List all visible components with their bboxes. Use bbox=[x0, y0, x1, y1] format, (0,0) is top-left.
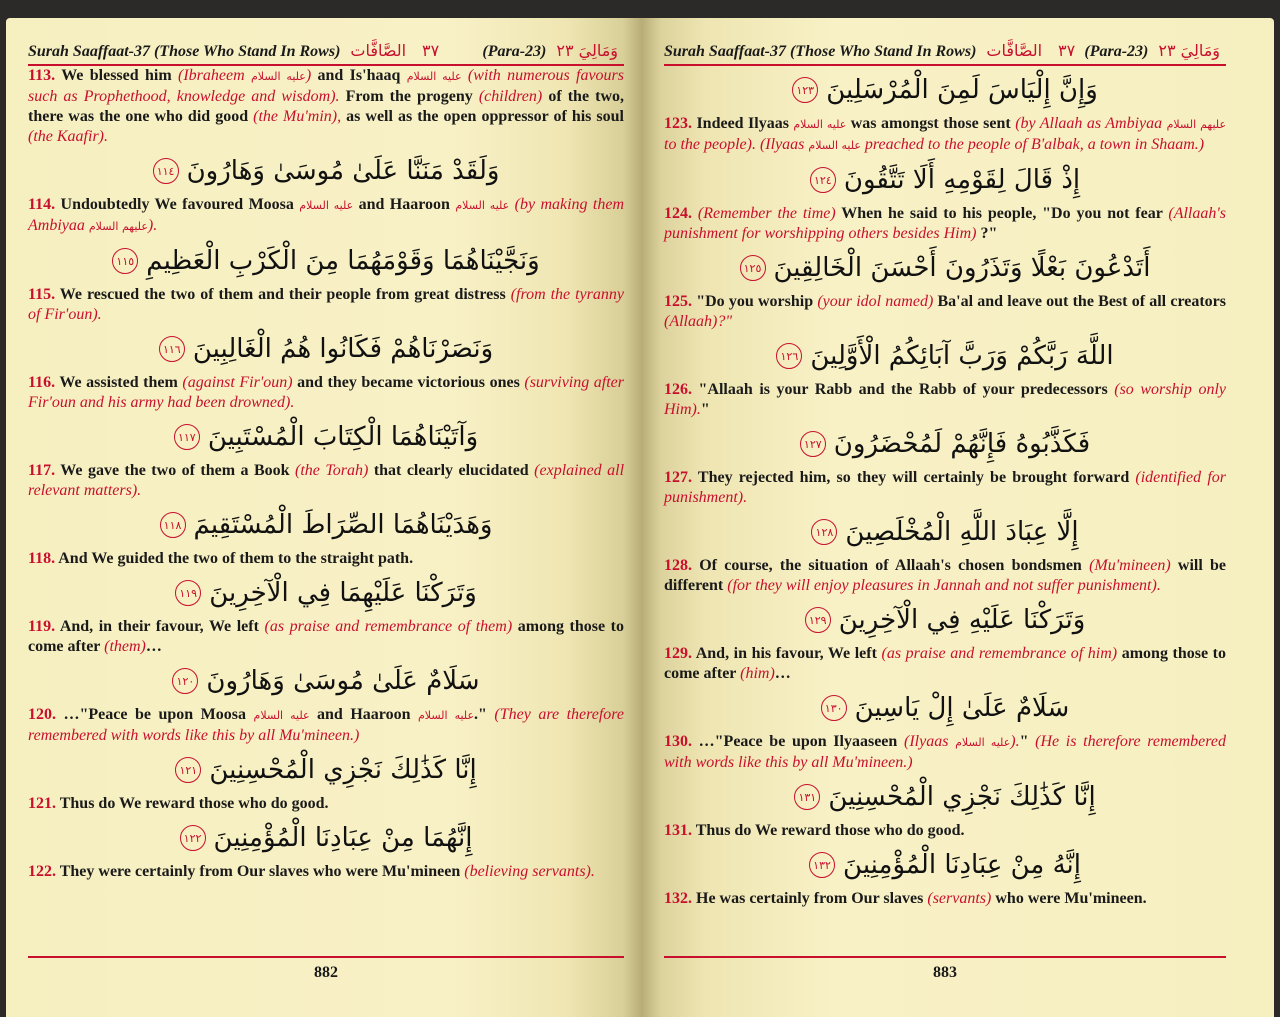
translation-text: Thus do We reward those who do good. bbox=[59, 795, 329, 812]
honorific-glyph: عليه السلام bbox=[793, 118, 847, 131]
commentary-text: (against Fir'oun) bbox=[182, 374, 293, 391]
right-page-number: 883 bbox=[933, 964, 957, 981]
commentary-text: ). bbox=[1010, 733, 1020, 750]
arabic-verse-text: وَلَقَدْ مَنَنَّا عَلَىٰ مُوسَىٰ وَهَارُونَ bbox=[186, 156, 500, 186]
commentary-text: (believing servants). bbox=[464, 863, 595, 880]
translation-text: among those to come after bbox=[664, 645, 1227, 682]
arabic-verse-text: وَتَرَكْنَا عَلَيْهِمَا فِي الْآخِرِينَ bbox=[209, 578, 477, 608]
verse-number: 131. bbox=[664, 822, 692, 839]
verse-number: 132. bbox=[664, 890, 692, 907]
left-header-para: (Para-23) وَمَالِيَ ٢٣ bbox=[482, 41, 618, 60]
arabic-verse-text: وَتَرَكْنَا عَلَيْهِ فِي الْآخِرِينَ bbox=[838, 605, 1086, 635]
commentary-text: (your idol named) bbox=[817, 293, 934, 310]
verse-number: 126. bbox=[664, 381, 692, 398]
verse-number: 120. bbox=[28, 706, 56, 723]
arabic-verse-row bbox=[664, 332, 1226, 380]
commentary-text: ) bbox=[305, 67, 312, 84]
arabic-verse-row bbox=[664, 244, 1226, 292]
arabic-verse-row bbox=[664, 684, 1226, 732]
commentary-text: (from the tyranny of Fir'oun). bbox=[28, 286, 624, 323]
commentary-text: preached to the people of B'albak, a town in Shaam.) bbox=[860, 136, 1205, 153]
verse-translation bbox=[28, 617, 624, 657]
arabic-verse-row bbox=[28, 569, 624, 617]
verse-translation bbox=[664, 380, 1226, 420]
honorific-glyph: عليه السلام bbox=[251, 70, 306, 83]
right-header-surah-name: الصَّافَّات bbox=[986, 41, 1043, 60]
verse-number-medallion: ١١٩ bbox=[175, 580, 201, 606]
verse-translation bbox=[664, 556, 1226, 596]
translation-text: of the two, there was the one who did good bbox=[28, 88, 625, 125]
verse-number-medallion: ١٢٦ bbox=[776, 343, 802, 369]
arabic-verse-row bbox=[28, 501, 624, 549]
translation-text: And We guided the two of them to the straight path. bbox=[58, 550, 414, 567]
verse-number: 124. bbox=[664, 205, 692, 222]
verse-number: 122. bbox=[28, 863, 56, 880]
verse-translation bbox=[28, 195, 624, 237]
translation-text: We blessed him bbox=[61, 67, 179, 84]
translation-text: Indeed Ilyaas bbox=[696, 115, 794, 132]
arabic-verse-row bbox=[664, 508, 1226, 556]
right-header-para-arabic: وَمَالِيَ ٢٣ bbox=[1158, 41, 1220, 60]
commentary-text: (by Allaah as Ambiyaa bbox=[1015, 115, 1167, 132]
verse-translation bbox=[664, 644, 1226, 684]
commentary-text: (He is therefore remembered with words like this by all Mu'mineen.) bbox=[664, 733, 1227, 771]
verse-translation bbox=[28, 66, 624, 147]
arabic-verse-text: إِنَّهُ مِنْ عِبَادِنَا الْمُؤْمِنِينَ bbox=[843, 850, 1081, 880]
translation-text: that clearly elucidated bbox=[368, 462, 535, 479]
verse-number: 116. bbox=[28, 374, 56, 391]
translation-text: Undoubtedly We favoured Moosa bbox=[60, 196, 300, 213]
commentary-text: (them) bbox=[104, 638, 146, 655]
translation-text: … bbox=[774, 665, 791, 682]
arabic-verse-row bbox=[28, 657, 624, 705]
verse-number-medallion: ١٢١ bbox=[175, 757, 201, 783]
commentary-text: (the Torah) bbox=[295, 462, 369, 479]
translation-text: will be different bbox=[664, 557, 1227, 594]
verse-number: 129. bbox=[664, 645, 692, 662]
verse-number-medallion: ١٢٠ bbox=[172, 668, 198, 694]
verse-number-medallion: ١٣٠ bbox=[821, 695, 847, 721]
verse-translation bbox=[664, 204, 1226, 244]
translation-text: among those to come after bbox=[28, 618, 624, 655]
arabic-verse-row bbox=[28, 746, 624, 794]
verse-number: 117. bbox=[28, 462, 56, 479]
translation-text: Of course, the situation of Allaah's chosen bondsmen bbox=[699, 557, 1090, 574]
right-page bbox=[642, 18, 1274, 1017]
verse-number: 130. bbox=[664, 733, 692, 750]
arabic-verse-text: إِذْ قَالَ لِقَوْمِهِ أَلَا تَتَّقُونَ bbox=[843, 165, 1081, 195]
arabic-verse-text: إِلَّا عِبَادَ اللَّهِ الْمُخْلَصِينَ bbox=[845, 517, 1079, 547]
verse-number-medallion: ١١٤ bbox=[153, 158, 179, 184]
verse-number-medallion: ١١٧ bbox=[174, 424, 200, 450]
left-page-header bbox=[28, 38, 624, 66]
right-header-surah-number: ٣٧ bbox=[1058, 41, 1076, 60]
translation-text: and Is'haaq bbox=[311, 67, 407, 84]
left-header-para-arabic: وَمَالِيَ ٢٣ bbox=[556, 41, 618, 60]
commentary-text: ). bbox=[147, 217, 158, 234]
translation-text: Thus do We reward those who do good. bbox=[695, 822, 965, 839]
commentary-text: (Ibraheem bbox=[178, 67, 251, 84]
arabic-verse-row bbox=[664, 773, 1226, 821]
verse-number-medallion: ١٢٥ bbox=[740, 255, 766, 281]
translation-text: They rejected him, so they will certainly be brought forward bbox=[697, 469, 1136, 486]
arabic-verse-text: وَآتَيْنَاهُمَا الْكِتَابَ الْمُسْتَبِينَ bbox=[207, 422, 479, 452]
right-page-body bbox=[664, 66, 1226, 909]
commentary-text: (Allaah)?" bbox=[664, 313, 733, 330]
commentary-text: (Ilyaas bbox=[903, 733, 956, 750]
translation-text: and Haaroon bbox=[353, 196, 456, 213]
arabic-verse-row bbox=[28, 237, 624, 285]
translation-text: ." bbox=[474, 706, 495, 723]
translation-text: They were certainly from Our slaves who were Mu'mineen bbox=[59, 863, 465, 880]
honorific-glyph: عليه السلام bbox=[253, 709, 310, 722]
honorific-glyph: عليه السلام bbox=[955, 736, 1011, 749]
verse-number-medallion: ١٢٤ bbox=[810, 167, 836, 193]
translation-text: and they became victorious ones bbox=[292, 374, 525, 391]
arabic-verse-row bbox=[664, 66, 1226, 114]
verse-number: 125. bbox=[664, 293, 692, 310]
verse-number-medallion: ١٢٢ bbox=[180, 825, 206, 851]
translation-text: was amongst those sent bbox=[846, 115, 1016, 132]
translation-text: " bbox=[700, 401, 710, 418]
commentary-text: (surviving after Fir'oun and his army had been drowned). bbox=[28, 374, 625, 411]
translation-text: …"Peace be upon Moosa bbox=[63, 706, 254, 723]
commentary-text: (servants) bbox=[927, 890, 992, 907]
verse-translation bbox=[28, 461, 624, 501]
translation-text: and Haaroon bbox=[309, 706, 418, 723]
verse-translation bbox=[664, 114, 1226, 156]
honorific-glyph: عليهم السلام bbox=[88, 220, 148, 233]
verse-translation bbox=[664, 821, 1226, 841]
arabic-verse-row bbox=[28, 325, 624, 373]
translation-text: … bbox=[145, 638, 162, 655]
verse-number: 123. bbox=[664, 115, 692, 132]
left-page-footer bbox=[28, 956, 624, 981]
verse-number: 118. bbox=[28, 550, 56, 567]
honorific-glyph: عليه السلام bbox=[406, 70, 462, 83]
verse-translation bbox=[664, 889, 1226, 909]
verse-translation bbox=[28, 285, 624, 325]
verse-number-medallion: ١٣١ bbox=[794, 784, 820, 810]
translation-text: He was certainly from Our slaves bbox=[696, 890, 928, 907]
arabic-verse-row bbox=[664, 156, 1226, 204]
commentary-text: (for they will enjoy pleasures in Jannah and not suffer punishment). bbox=[727, 577, 1161, 594]
verse-number-medallion: ١٢٨ bbox=[811, 519, 837, 545]
commentary-text: (the Mu'min), bbox=[253, 108, 342, 125]
right-header-surah: Surah Saaffaat-37 (Those Who Stand In Rows) ٣٧ الصَّافَّات bbox=[664, 41, 1076, 60]
verse-number-medallion: ١١٦ bbox=[159, 336, 185, 362]
arabic-verse-text: إِنَّا كَذَٰلِكَ نَجْزِي الْمُحْسِنِينَ bbox=[209, 755, 477, 785]
translation-text: " bbox=[1019, 733, 1036, 750]
arabic-verse-row bbox=[664, 596, 1226, 644]
arabic-verse-text: وَهَدَيْنَاهُمَا الصِّرَاطَ الْمُسْتَقِيمَ bbox=[193, 510, 493, 540]
translation-text: We assisted them bbox=[59, 374, 183, 391]
verse-number-medallion: ١٢٧ bbox=[800, 431, 826, 457]
commentary-text: (the Kaafir). bbox=[28, 128, 108, 145]
commentary-text: (by making them Ambiyaa bbox=[28, 196, 625, 234]
right-header-para: (Para-23) وَمَالِيَ ٢٣ bbox=[1084, 41, 1220, 60]
verse-number: 127. bbox=[664, 469, 692, 486]
left-page-number: 882 bbox=[314, 964, 338, 981]
arabic-verse-text: فَكَذَّبُوهُ فَإِنَّهُمْ لَمُحْضَرُونَ bbox=[833, 429, 1091, 459]
verse-number-medallion: ١٣٢ bbox=[809, 852, 835, 878]
arabic-verse-row bbox=[28, 814, 624, 862]
verse-number-medallion: ١١٨ bbox=[160, 512, 186, 538]
honorific-glyph: عليهم السلام bbox=[1166, 118, 1227, 131]
translation-text: We rescued the two of them and their people from great distress bbox=[59, 286, 511, 303]
commentary-text: (Remember the time) bbox=[697, 205, 836, 222]
verse-number: 119. bbox=[28, 618, 56, 635]
commentary-text: to the people). (Ilyaas bbox=[664, 136, 809, 153]
honorific-glyph: عليه السلام bbox=[808, 139, 861, 152]
verse-translation bbox=[28, 373, 624, 413]
arabic-verse-text: اللَّهَ رَبَّكُمْ وَرَبَّ آبَائِكُمُ الْأَوَّلِينَ bbox=[810, 341, 1114, 371]
translation-text: …"Peace be upon Ilyaaseen bbox=[698, 733, 904, 750]
translation-text: ?" bbox=[976, 225, 998, 242]
verse-number-medallion: ١١٥ bbox=[112, 248, 138, 274]
left-header-surah-name: الصَّافَّات bbox=[350, 41, 407, 60]
translation-text: who were Mu'mineen. bbox=[991, 890, 1147, 907]
verse-translation bbox=[28, 794, 624, 814]
verse-translation bbox=[28, 549, 624, 569]
commentary-text: (as praise and remembrance of him) bbox=[881, 645, 1118, 662]
arabic-verse-row bbox=[664, 841, 1226, 889]
verse-translation bbox=[664, 292, 1226, 332]
verse-number-medallion: ١٢٣ bbox=[792, 77, 818, 103]
verse-translation bbox=[664, 468, 1226, 508]
translation-text: "Do you worship bbox=[696, 293, 818, 310]
left-header-surah: Surah Saaffaat-37 (Those Who Stand In Rows) ٣٧ الصَّافَّات bbox=[28, 41, 440, 60]
translation-text: When he said to his people, "Do you not fear bbox=[835, 205, 1169, 222]
arabic-verse-row bbox=[664, 420, 1226, 468]
arabic-verse-row bbox=[28, 147, 624, 195]
commentary-text: (with numerous favours such as Prophethood, knowledge and wisdom). bbox=[28, 67, 625, 105]
translation-text: We gave the two of them a Book bbox=[60, 462, 296, 479]
right-page-footer bbox=[664, 956, 1226, 981]
arabic-verse-text: إِنَّهُمَا مِنْ عِبَادِنَا الْمُؤْمِنِينَ bbox=[213, 823, 473, 853]
honorific-glyph: عليه السلام bbox=[418, 709, 475, 722]
arabic-verse-text: أَتَدْعُونَ بَعْلًا وَتَذَرُونَ أَحْسَنَ الْخَالِقِينَ bbox=[773, 253, 1151, 283]
commentary-text: (They are therefore remembered with words like this by all Mu'mineen.) bbox=[28, 706, 625, 744]
arabic-verse-text: إِنَّا كَذَٰلِكَ نَجْزِي الْمُحْسِنِينَ bbox=[828, 782, 1096, 812]
arabic-verse-text: سَلَامٌ عَلَىٰ إِلْ يَاسِينَ bbox=[854, 693, 1070, 723]
translation-text: Ba'al and leave out the Best of all creators bbox=[933, 293, 1227, 310]
commentary-text: (identified for punishment). bbox=[664, 469, 1226, 506]
verse-number: 121. bbox=[28, 795, 56, 812]
right-page-header bbox=[664, 38, 1226, 66]
verse-number: 115. bbox=[28, 286, 56, 303]
verse-translation bbox=[664, 732, 1226, 773]
translation-text: And, in their favour, We left bbox=[59, 618, 265, 635]
commentary-text: (as praise and remembrance of them) bbox=[264, 618, 513, 635]
commentary-text: (explained all relevant matters). bbox=[28, 462, 625, 499]
verse-number: 114. bbox=[28, 196, 56, 213]
arabic-verse-row bbox=[28, 413, 624, 461]
commentary-text: (Allaah's punishment for worshipping others besides Him) bbox=[664, 205, 1227, 242]
translation-text: as well as the open oppressor of his soul bbox=[341, 108, 625, 125]
left-page bbox=[6, 18, 642, 1017]
commentary-text: (him) bbox=[740, 665, 775, 682]
commentary-text: (so worship only Him). bbox=[664, 381, 1227, 418]
arabic-verse-text: وَنَجَّيْنَاهُمَا وَقَوْمَهُمَا مِنَ الْكَرْبِ الْعَظِيمِ bbox=[146, 246, 540, 276]
honorific-glyph: عليه السلام bbox=[455, 199, 510, 212]
left-header-surah-number: ٣٧ bbox=[422, 41, 440, 60]
verse-number: 128. bbox=[664, 557, 692, 574]
arabic-verse-text: وَإِنَّ إِلْيَاسَ لَمِنَ الْمُرْسَلِينَ bbox=[826, 75, 1098, 105]
honorific-glyph: عليه السلام bbox=[299, 199, 354, 212]
commentary-text: (Mu'mineen) bbox=[1089, 557, 1171, 574]
translation-text: From the progeny bbox=[339, 88, 479, 105]
verse-number-medallion: ١٢٩ bbox=[805, 607, 831, 633]
verse-translation bbox=[28, 705, 624, 746]
commentary-text: (children) bbox=[478, 88, 543, 105]
left-page-body bbox=[28, 66, 624, 882]
translation-text: And, in his favour, We left bbox=[695, 645, 882, 662]
verse-translation bbox=[28, 862, 624, 882]
arabic-verse-text: وَنَصَرْنَاهُمْ فَكَانُوا هُمُ الْغَالِبِينَ bbox=[192, 334, 494, 364]
translation-text: "Allaah is your Rabb and the Rabb of your predecessors bbox=[698, 381, 1115, 398]
arabic-verse-text: سَلَامٌ عَلَىٰ مُوسَىٰ وَهَارُونَ bbox=[206, 666, 480, 696]
verse-number: 113. bbox=[28, 67, 56, 84]
